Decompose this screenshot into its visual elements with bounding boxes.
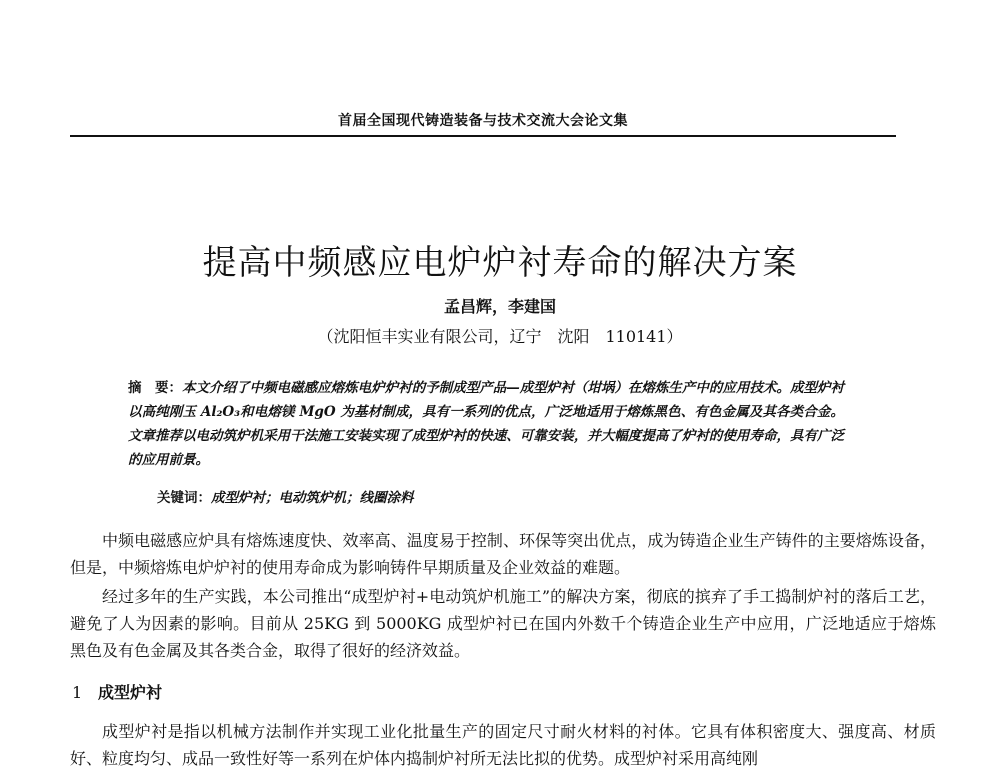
body-paragraph-3 (70, 718, 936, 772)
keywords (157, 486, 857, 506)
paragraph-text: 中频电磁感应炉具有熔炼速度快、效率高、温度易于控制、环保等突出优点，成为铸造企业生产铸件的主要熔炼设备，但是，中频熔炼电炉炉衬的使用寿命成为影响铸件早期质量及企业效益的难题。 (70, 531, 936, 577)
authors: 孟昌辉，李建国 (443, 297, 556, 316)
header-rule (70, 135, 896, 137)
keywords-text: 成型炉衬；电动筑炉机；线圈涂料 (211, 490, 414, 506)
abstract-text: 本文介绍了中频电磁感应熔炼电炉炉衬的予制成型产品—成型炉衬（坩埚）在熔炼生产中的应用技术。成型炉衬以高纯刚玉 Al₂O₃和电熔镁 MgO 为基材制成，具有一系列的优点，广泛地适用于熔炼黑色、有色金属及其各类合金。文章推荐以电动筑炉机采用干法施工安装实现了成型炉衬的快速、可靠安装，并大幅度提高了炉衬的使用寿命，具有广泛的应用前景。 (128, 380, 845, 468)
paper-title: 提高中频感应电炉炉衬寿命的解决方案 (202, 242, 798, 283)
abstract-label: 摘 要： (128, 380, 183, 396)
running-header: 首届全国现代铸造装备与技术交流大会论文集 (338, 113, 628, 129)
paragraph-text: 成型炉衬是指以机械方法制作并实现工业化批量生产的固定尺寸耐火材料的衬体。它具有体积密度大、强度高、材质好、粒度均匀、成品一致性好等一系列在炉体内捣制炉衬所无法比拟的优势。成型炉衬采用高纯刚 (70, 722, 936, 768)
body-paragraph-2 (70, 583, 936, 664)
section-heading (72, 680, 162, 703)
affiliation: （沈阳恒丰实业有限公司，辽宁 沈阳 110141） (317, 327, 683, 346)
paragraph-text: 经过多年的生产实践，本公司推出“成型炉衬+电动筑炉机施工”的解决方案，彻底的摈弃了手工捣制炉衬的落后工艺，避免了人为因素的影响。目前从 25KG 到 5000KG 成型炉衬已在国内外数千个铸造企业生产中应用，广泛地适应于熔炼黑色及有色金属及其各类合金，取得了很好的经济效益。 (70, 587, 936, 660)
section-number: 1 (72, 683, 83, 702)
section-title: 成型炉衬 (98, 683, 163, 702)
abstract (128, 376, 844, 472)
keywords-label: 关键词： (157, 490, 211, 506)
body-paragraph-1 (70, 527, 936, 581)
